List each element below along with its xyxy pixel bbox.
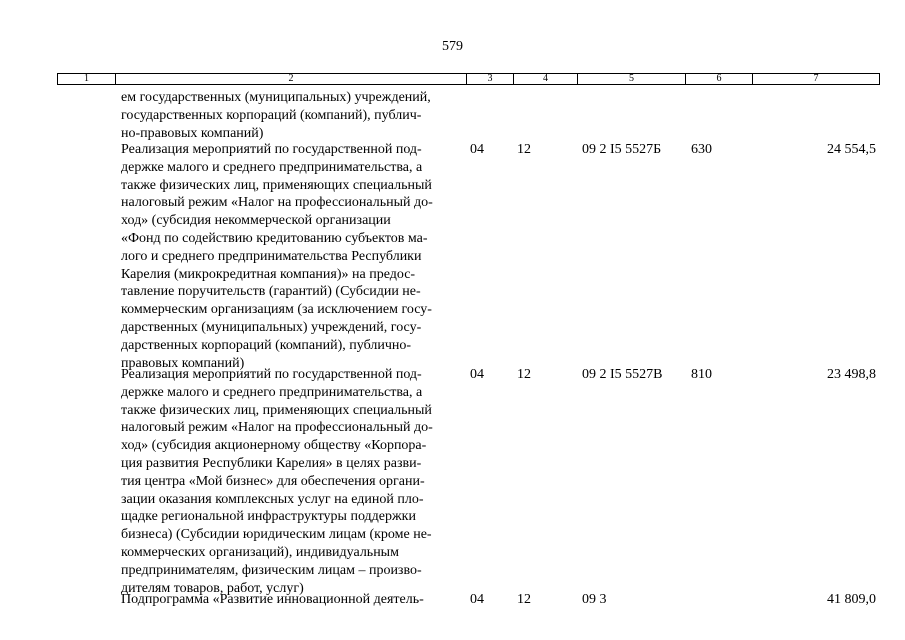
header-col-5: 5 bbox=[578, 74, 686, 85]
header-row bbox=[58, 74, 880, 85]
text-line: держке малого и среднего предпринимательства, а bbox=[121, 159, 423, 175]
text-line: ход» (субсидия некоммерческой организации bbox=[121, 213, 391, 229]
page-number: 579 bbox=[442, 39, 463, 54]
text-line: Карелия (микрокредитная компания)» на предос- bbox=[121, 266, 416, 282]
text-line: также физических лиц, применяющих специальный bbox=[121, 177, 432, 193]
row-3-section: 04 bbox=[470, 592, 484, 607]
table-header bbox=[57, 73, 880, 85]
header-col-6: 6 bbox=[686, 74, 753, 85]
header-col-7: 7 bbox=[753, 74, 880, 85]
continuation-description bbox=[121, 89, 466, 142]
text-line: также физических лиц, применяющих специальный bbox=[121, 402, 432, 418]
row-2-expense-type: 810 bbox=[691, 367, 712, 382]
row-2-amount: 23 498,8 bbox=[827, 367, 876, 382]
text-line: государственных корпораций (компаний), публич- bbox=[121, 107, 422, 123]
text-line: щадке региональной инфраструктуры поддержки bbox=[121, 509, 416, 525]
text-line: тавление поручительств (гарантий) (Субсидии не- bbox=[121, 284, 421, 300]
header-col-1: 1 bbox=[58, 74, 116, 85]
row-3-target-article: 09 3 bbox=[582, 592, 607, 607]
row-1-expense-type: 630 bbox=[691, 142, 712, 157]
text-line: дарственных корпораций (компаний), публично- bbox=[121, 337, 412, 353]
row-3-amount: 41 809,0 bbox=[827, 592, 876, 607]
text-line: правовых компаний) bbox=[121, 355, 245, 371]
row-2-subsection: 12 bbox=[517, 367, 531, 382]
header-col-3: 3 bbox=[467, 74, 514, 85]
text-line: лого и среднего предпринимательства Республики bbox=[121, 248, 422, 264]
text-line: Подпрограмма «Развитие инновационной деятель- bbox=[121, 592, 424, 607]
text-line: коммерческим организациям (за исключением госу- bbox=[121, 302, 432, 318]
text-line: тия центра «Мой бизнес» для обеспечения органи- bbox=[121, 473, 425, 489]
text-line: «Фонд по содействию кредитованию субъектов ма- bbox=[121, 230, 428, 246]
header-col-4: 4 bbox=[514, 74, 578, 85]
row-3-description bbox=[121, 591, 466, 609]
text-line: ция развития Республики Карелия» в целях разви- bbox=[121, 455, 422, 471]
text-line: Реализация мероприятий по государственной под- bbox=[121, 142, 422, 157]
text-line: дарственных (муниципальных) учреждений, госу- bbox=[121, 319, 422, 335]
row-2-section: 04 bbox=[470, 367, 484, 382]
row-2-target-article: 09 2 I5 5527В bbox=[582, 367, 663, 382]
row-1-amount: 24 554,5 bbox=[827, 142, 876, 157]
row-3-subsection: 12 bbox=[517, 592, 531, 607]
text-line: дителям товаров, работ, услуг) bbox=[121, 580, 304, 596]
text-line: предпринимателям, физическим лицам – произво- bbox=[121, 562, 422, 578]
row-1-section: 04 bbox=[470, 142, 484, 157]
row-1-target-article: 09 2 I5 5527Б bbox=[582, 142, 662, 157]
text-line: налоговый режим «Налог на профессиональный до- bbox=[121, 420, 433, 436]
text-line: ход» (субсидия акционерному обществу «Корпора- bbox=[121, 438, 427, 454]
text-line: держке малого и среднего предпринимательства, а bbox=[121, 384, 423, 400]
text-line: но-правовых компаний) bbox=[121, 125, 264, 141]
row-1-subsection: 12 bbox=[517, 142, 531, 157]
text-line: Реализация мероприятий по государственной под- bbox=[121, 367, 422, 382]
text-line: коммерческих организаций), индивидуальным bbox=[121, 544, 399, 560]
text-line: зации оказания комплексных услуг на единой пло- bbox=[121, 491, 424, 507]
header-col-2: 2 bbox=[116, 74, 467, 85]
row-2-description bbox=[121, 366, 466, 597]
text-line: бизнеса) (Субсидии юридическим лицам (кроме не- bbox=[121, 527, 432, 543]
text-line: налоговый режим «Налог на профессиональный до- bbox=[121, 195, 433, 211]
row-1-description bbox=[121, 141, 466, 372]
text-line: ем государственных (муниципальных) учреждений, bbox=[121, 90, 431, 105]
